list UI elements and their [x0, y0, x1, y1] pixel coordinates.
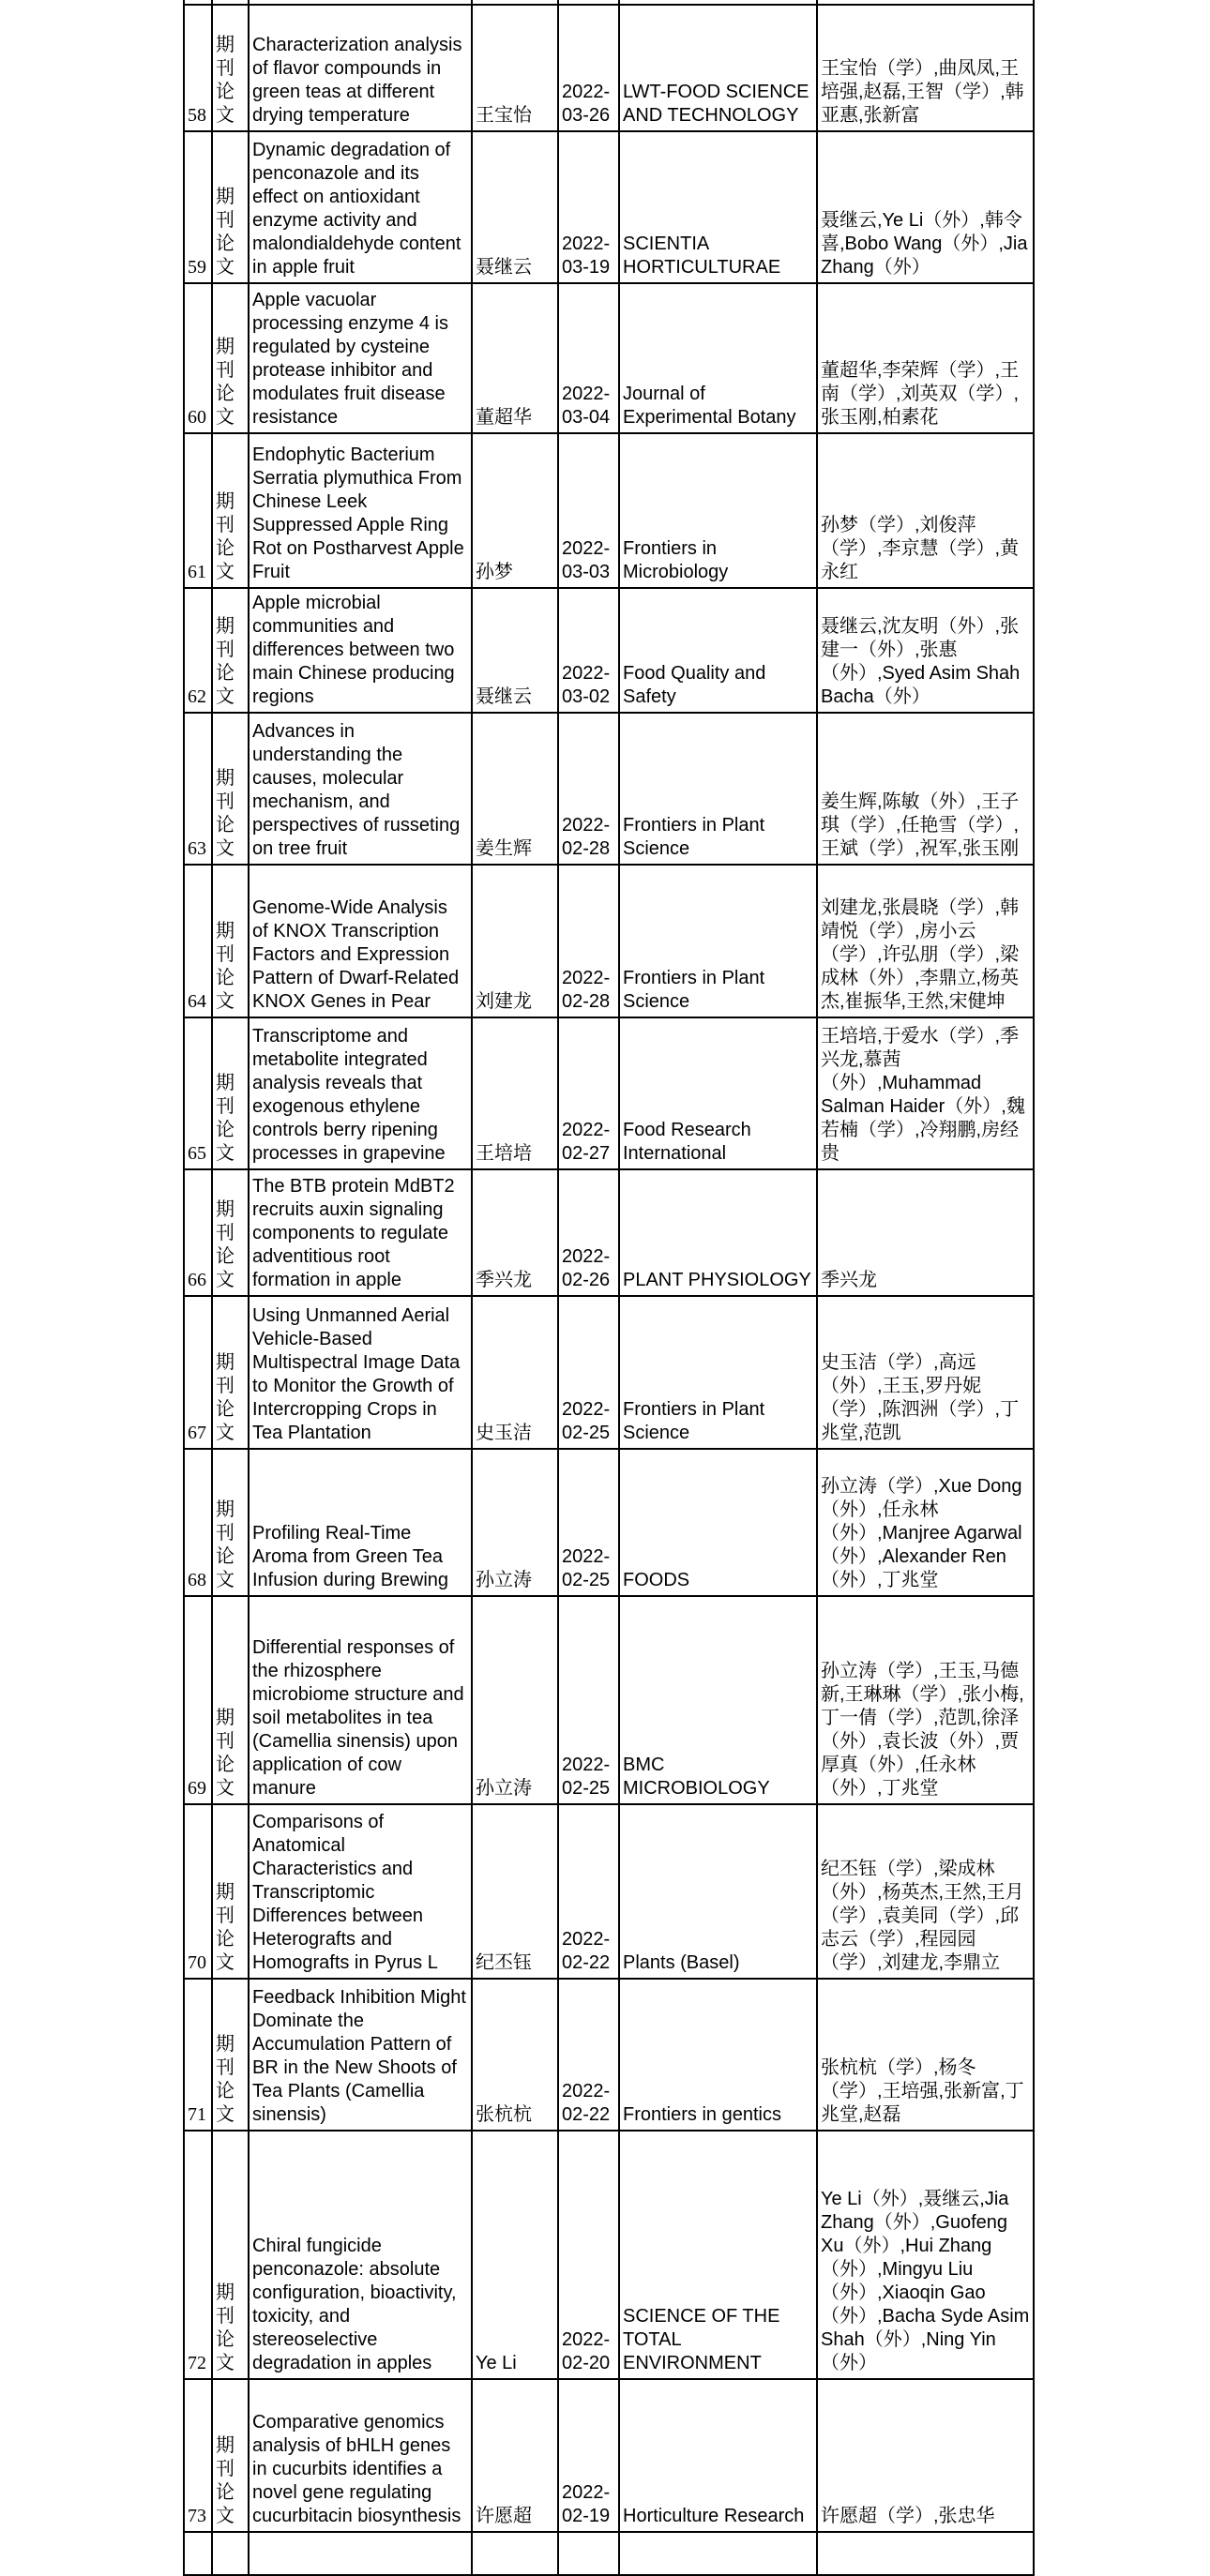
- cell-pub-date: 2022-02-25: [558, 1596, 619, 1804]
- publications-table: [183, 0, 1035, 2576]
- table-row: [184, 283, 1034, 433]
- cell-author-list: Ye Li（外）,聂继云,Jia Zhang（外）,Guofeng Xu（外）,Hui Zhang（外）,Mingyu Liu（外）,Xiaoqin Gao（外）,Bacha Syde Asim Shah（外）,Ning Yin（外）: [817, 2131, 1034, 2379]
- cell-journal: PLANT PHYSIOLOGY: [619, 1169, 817, 1296]
- cell-pub-date: 2022-02-28: [558, 713, 619, 865]
- cell-row-number: 63: [184, 713, 212, 865]
- table-row: [184, 1596, 1034, 1804]
- cell-title: Endophytic Bacterium Serratia plymuthica From Chinese Leek Suppressed Apple Ring Rot on Postharvest Apple Fruit: [249, 433, 472, 588]
- cell-pub-type: 期刊论文: [212, 713, 249, 865]
- cell-row-number: 59: [184, 131, 212, 283]
- cell-title: Advances in understanding the causes, molecular mechanism, and perspectives of russeting on tree fruit: [249, 713, 472, 865]
- cell-title: Using Unmanned Aerial Vehicle-Based Multispectral Image Data to Monitor the Growth of Intercropping Crops in Tea Plantation: [249, 1296, 472, 1449]
- cell-pub-type: 期刊论文: [212, 433, 249, 588]
- empty-cell: [472, 2532, 558, 2575]
- cell-pub-date: 2022-03-02: [558, 588, 619, 713]
- publications-table-body: [184, 0, 1034, 2575]
- cell-first-author: 史玉洁: [472, 1296, 558, 1449]
- cell-title: Characterization analysis of flavor compounds in green teas at different drying temperature: [249, 5, 472, 131]
- cell-pub-date: 2022-02-22: [558, 1804, 619, 1979]
- cell-journal: Food Quality and Safety: [619, 588, 817, 713]
- cell-pub-type: 期刊论文: [212, 1979, 249, 2131]
- empty-cell: [184, 2532, 212, 2575]
- cell-first-author: 聂继云: [472, 588, 558, 713]
- cell-first-author: 王培培: [472, 1017, 558, 1169]
- cell-pub-type: 期刊论文: [212, 1804, 249, 1979]
- empty-cell: [619, 2532, 817, 2575]
- cell-first-author: 许愿超: [472, 2379, 558, 2532]
- cell-title: Feedback Inhibition Might Dominate the Accumulation Pattern of BR in the New Shoots of Tea Plants (Camellia sinensis): [249, 1979, 472, 2131]
- table-row: [184, 2379, 1034, 2532]
- cell-pub-date: 2022-02-22: [558, 1979, 619, 2131]
- table-row: [184, 1979, 1034, 2131]
- cell-first-author: Ye Li: [472, 2131, 558, 2379]
- cell-pub-date: 2022-02-27: [558, 1017, 619, 1169]
- cell-author-list: 许愿超（学）,张忠华: [817, 2379, 1034, 2532]
- cell-pub-date: 2022-02-19: [558, 2379, 619, 2532]
- cell-row-number: 70: [184, 1804, 212, 1979]
- empty-cell: [558, 2532, 619, 2575]
- cell-journal: Frontiers in Plant Science: [619, 713, 817, 865]
- cell-first-author: 孙立涛: [472, 1449, 558, 1596]
- clipped-row-below: [184, 2532, 1034, 2575]
- cell-row-number: 67: [184, 1296, 212, 1449]
- cell-journal: Frontiers in Microbiology: [619, 433, 817, 588]
- table-row: [184, 1017, 1034, 1169]
- cell-title: Differential responses of the rhizosphere microbiome structure and soil metabolites in tea (Camellia sinensis) upon application of cow manure: [249, 1596, 472, 1804]
- cell-first-author: 季兴龙: [472, 1169, 558, 1296]
- cell-pub-type: 期刊论文: [212, 1017, 249, 1169]
- cell-first-author: 孙梦: [472, 433, 558, 588]
- document-page: [183, 0, 1121, 2576]
- cell-journal: Frontiers in Plant Science: [619, 1296, 817, 1449]
- cell-pub-type: 期刊论文: [212, 1596, 249, 1804]
- cell-pub-type: 期刊论文: [212, 588, 249, 713]
- cell-first-author: 纪丕钰: [472, 1804, 558, 1979]
- cell-journal: Frontiers in gentics: [619, 1979, 817, 2131]
- cell-title: Dynamic degradation of penconazole and its effect on antioxidant enzyme activity and malondialdehyde content in apple fruit: [249, 131, 472, 283]
- table-row: [184, 713, 1034, 865]
- cell-author-list: 孙立涛（学）,Xue Dong（外）,任永林（外）,Manjree Agarwal（外）,Alexander Ren（外）,丁兆堂: [817, 1449, 1034, 1596]
- cell-journal: SCIENTIA HORTICULTURAE: [619, 131, 817, 283]
- cell-row-number: 65: [184, 1017, 212, 1169]
- table-row: [184, 1169, 1034, 1296]
- cell-author-list: 聂继云,沈友明（外）,张建一（外）,张惠（外）,Syed Asim Shah Bacha（外）: [817, 588, 1034, 713]
- cell-journal: FOODS: [619, 1449, 817, 1596]
- cell-title: Transcriptome and metabolite integrated analysis reveals that exogenous ethylene controls berry ripening processes in grapevine: [249, 1017, 472, 1169]
- cell-title: Chiral fungicide penconazole: absolute configuration, bioactivity, toxicity, and stereoselective degradation in apples: [249, 2131, 472, 2379]
- cell-pub-date: 2022-03-03: [558, 433, 619, 588]
- cell-row-number: 68: [184, 1449, 212, 1596]
- cell-title: Comparisons of Anatomical Characteristics and Transcriptomic Differences between Heterografts and Homografts in Pyrus L: [249, 1804, 472, 1979]
- cell-first-author: 董超华: [472, 283, 558, 433]
- cell-author-list: 史玉洁（学）,高远（外）,王玉,罗丹妮（学）,陈泗洲（学）,丁兆堂,范凯: [817, 1296, 1034, 1449]
- cell-pub-date: 2022-03-19: [558, 131, 619, 283]
- cell-pub-date: 2022-02-25: [558, 1296, 619, 1449]
- cell-first-author: 姜生辉: [472, 713, 558, 865]
- cell-pub-date: 2022-03-26: [558, 5, 619, 131]
- cell-journal: Horticulture Research: [619, 2379, 817, 2532]
- cell-title: Apple vacuolar processing enzyme 4 is regulated by cysteine protease inhibitor and modulates fruit disease resistance: [249, 283, 472, 433]
- cell-author-list: 孙立涛（学）,王玉,马德新,王琳琳（学）,张小梅,丁一倩（学）,范凯,徐泽（外）,袁长波（外）,贾厚真（外）,任永林（外）,丁兆堂: [817, 1596, 1034, 1804]
- table-row: [184, 2131, 1034, 2379]
- cell-journal: Plants (Basel): [619, 1804, 817, 1979]
- cell-first-author: 孙立涛: [472, 1596, 558, 1804]
- cell-pub-type: 期刊论文: [212, 2379, 249, 2532]
- cell-row-number: 66: [184, 1169, 212, 1296]
- empty-cell: [817, 2532, 1034, 2575]
- table-row: [184, 1449, 1034, 1596]
- cell-pub-date: 2022-02-26: [558, 1169, 619, 1296]
- cell-title: Comparative genomics analysis of bHLH genes in cucurbits identifies a novel gene regulating cucurbitacin biosynthesis: [249, 2379, 472, 2532]
- cell-author-list: 聂继云,Ye Li（外）,韩令喜,Bobo Wang（外）,Jia Zhang（外）: [817, 131, 1034, 283]
- cell-row-number: 73: [184, 2379, 212, 2532]
- cell-title: Genome-Wide Analysis of KNOX Transcription Factors and Expression Pattern of Dwarf-Related KNOX Genes in Pear: [249, 865, 472, 1017]
- cell-author-list: 张杭杭（学）,杨冬（学）,王培强,张新富,丁兆堂,赵磊: [817, 1979, 1034, 2131]
- cell-first-author: 张杭杭: [472, 1979, 558, 2131]
- cell-pub-type: 期刊论文: [212, 5, 249, 131]
- empty-cell: [212, 2532, 249, 2575]
- cell-row-number: 58: [184, 5, 212, 131]
- cell-pub-type: 期刊论文: [212, 2131, 249, 2379]
- cell-pub-date: 2022-02-20: [558, 2131, 619, 2379]
- cell-title: The BTB protein MdBT2 recruits auxin signaling components to regulate adventitious root formation in apple: [249, 1169, 472, 1296]
- cell-author-list: 孙梦（学）,刘俊萍（学）,李京慧（学）,黄永红: [817, 433, 1034, 588]
- cell-journal: Food Research International: [619, 1017, 817, 1169]
- cell-pub-type: 期刊论文: [212, 283, 249, 433]
- table-row: [184, 5, 1034, 131]
- cell-journal: SCIENCE OF THE TOTAL ENVIRONMENT: [619, 2131, 817, 2379]
- table-row: [184, 588, 1034, 713]
- cell-author-list: 刘建龙,张晨晓（学）,韩靖悦（学）,房小云（学）,许弘朋（学）,梁成林（外）,李鼎立,杨英杰,崔振华,王然,宋健坤: [817, 865, 1034, 1017]
- cell-row-number: 62: [184, 588, 212, 713]
- cell-first-author: 王宝怡: [472, 5, 558, 131]
- cell-pub-type: 期刊论文: [212, 865, 249, 1017]
- table-row: [184, 131, 1034, 283]
- table-row: [184, 865, 1034, 1017]
- cell-row-number: 69: [184, 1596, 212, 1804]
- cell-author-list: 姜生辉,陈敏（外）,王子琪（学）,任艳雪（学）,王斌（学）,祝军,张玉刚: [817, 713, 1034, 865]
- cell-author-list: 纪丕钰（学）,梁成林（外）,杨英杰,王然,王月（学）,袁美同（学）,邱志云（学）,程园园（学）,刘建龙,李鼎立: [817, 1804, 1034, 1979]
- cell-journal: Frontiers in Plant Science: [619, 865, 817, 1017]
- cell-row-number: 72: [184, 2131, 212, 2379]
- table-row: [184, 1296, 1034, 1449]
- table-row: [184, 433, 1034, 588]
- cell-row-number: 64: [184, 865, 212, 1017]
- cell-first-author: 刘建龙: [472, 865, 558, 1017]
- cell-first-author: 聂继云: [472, 131, 558, 283]
- cell-title: Apple microbial communities and differences between two main Chinese producing regions: [249, 588, 472, 713]
- cell-pub-date: 2022-03-04: [558, 283, 619, 433]
- cell-row-number: 60: [184, 283, 212, 433]
- cell-author-list: 董超华,李荣辉（学）,王南（学）,刘英双（学）,张玉刚,柏素花: [817, 283, 1034, 433]
- cell-pub-type: 期刊论文: [212, 1169, 249, 1296]
- cell-journal: BMC MICROBIOLOGY: [619, 1596, 817, 1804]
- cell-row-number: 71: [184, 1979, 212, 2131]
- cell-pub-type: 期刊论文: [212, 1296, 249, 1449]
- cell-author-list: 王培培,于爱水（学）,季兴龙,慕茜（外）,Muhammad Salman Haider（外）,魏若楠（学）,冷翔鹏,房经贵: [817, 1017, 1034, 1169]
- cell-title: Profiling Real-Time Aroma from Green Tea Infusion during Brewing: [249, 1449, 472, 1596]
- cell-author-list: 王宝怡（学）,曲凤凤,王培强,赵磊,王智（学）,韩亚惠,张新富: [817, 5, 1034, 131]
- cell-journal: Journal of Experimental Botany: [619, 283, 817, 433]
- cell-pub-type: 期刊论文: [212, 131, 249, 283]
- cell-pub-date: 2022-02-25: [558, 1449, 619, 1596]
- table-row: [184, 1804, 1034, 1979]
- cell-row-number: 61: [184, 433, 212, 588]
- cell-pub-date: 2022-02-28: [558, 865, 619, 1017]
- cell-author-list: 季兴龙: [817, 1169, 1034, 1296]
- cell-journal: LWT-FOOD SCIENCE AND TECHNOLOGY: [619, 5, 817, 131]
- empty-cell: [249, 2532, 472, 2575]
- cell-pub-type: 期刊论文: [212, 1449, 249, 1596]
